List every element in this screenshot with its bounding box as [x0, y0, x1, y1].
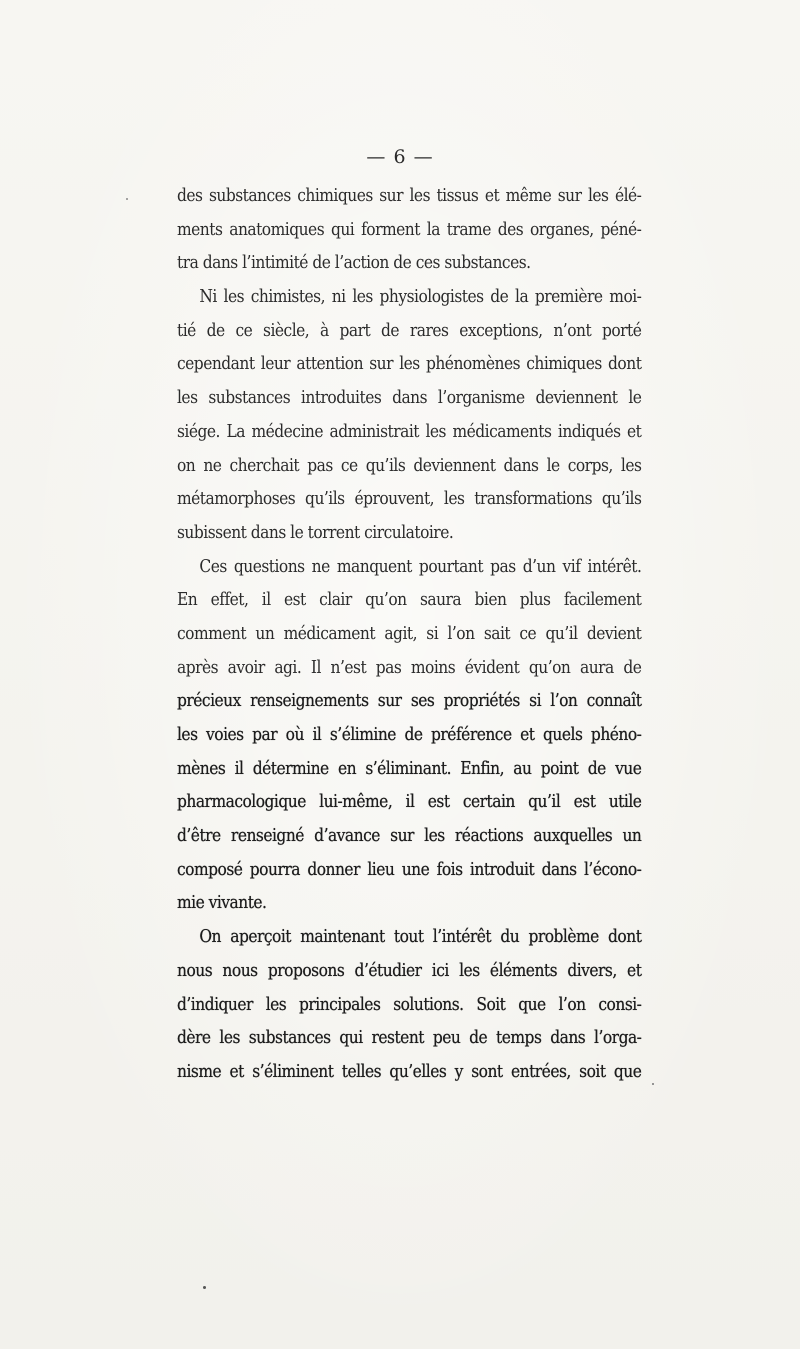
text-line: d’être renseigné d’avance sur les réactions auxquelles un: [177, 825, 642, 847]
text-line: les voies par où il s’élimine de préférence et quels phéno-: [177, 724, 642, 745]
text-line: des substances chimiques sur les tissus et même sur les élé-: [177, 185, 642, 206]
text-line: métamorphoses qu’ils éprouvent, les transformations qu’ils: [177, 488, 642, 510]
text-line: Ni les chimistes, ni les physiologistes de la première moi-: [199, 286, 642, 308]
text-line: Ces questions ne manquent pourtant pas d’un vif intérêt.: [199, 555, 642, 577]
text-line: précieux renseignements sur ses propriétés si l’on connaît: [177, 690, 642, 712]
text-line: on ne cherchait pas ce qu’ils deviennent dans le corps, les: [177, 454, 642, 476]
text-line: composé pourra donner lieu une fois introduit dans l’écono-: [177, 858, 642, 880]
text-line: après avoir agi. Il n’est pas moins évident qu’on aura de: [177, 656, 642, 678]
text-line: d’indiquer les principales solutions. Soit que l’on consi-: [177, 993, 642, 1015]
text-line: dère les substances qui restent peu de temps dans l’orga-: [177, 1027, 642, 1049]
text-line: subissent dans le torrent circulatoire.: [177, 521, 454, 543]
page-number: — 6 —: [366, 146, 434, 168]
text-line: mènes il détermine en s’éliminant. Enfin, au point de vue: [177, 757, 642, 779]
text-line: On aperçoit maintenant tout l’intérêt du problème dont: [199, 926, 642, 948]
body-text: [177, 179, 641, 1089]
text-line: En effet, il est clair qu’on saura bien plus facilement: [177, 589, 642, 611]
text-line: nisme et s’éliminent telles qu’elles y sont entrées, soit que: [177, 1060, 642, 1082]
paper-speck: [652, 1083, 654, 1085]
text-line: comment un médicament agit, si l’on sait ce qu’il devient: [177, 622, 642, 644]
text-line: tié de ce siècle, à part de rares exceptions, n’ont porté: [177, 319, 642, 341]
text-line: ments anatomiques qui forment la trame des organes, péné-: [177, 218, 642, 240]
text-line: tra dans l’intimité de l’action de ces substances.: [177, 252, 531, 274]
text-line: nous nous proposons d’étudier ici les éléments divers, et: [177, 959, 642, 981]
text-line: cependant leur attention sur les phénomènes chimiques dont: [177, 353, 642, 375]
text-line: siége. La médecine administrait les médicaments indiqués et: [177, 420, 642, 442]
text-line: les substances introduites dans l’organisme deviennent le: [177, 387, 642, 409]
paper-speck: [203, 1286, 206, 1289]
text-line: pharmacologique lui-même, il est certain qu’il est utile: [177, 791, 642, 813]
paper-speck: [126, 198, 128, 200]
text-line: mie vivante.: [177, 892, 267, 914]
